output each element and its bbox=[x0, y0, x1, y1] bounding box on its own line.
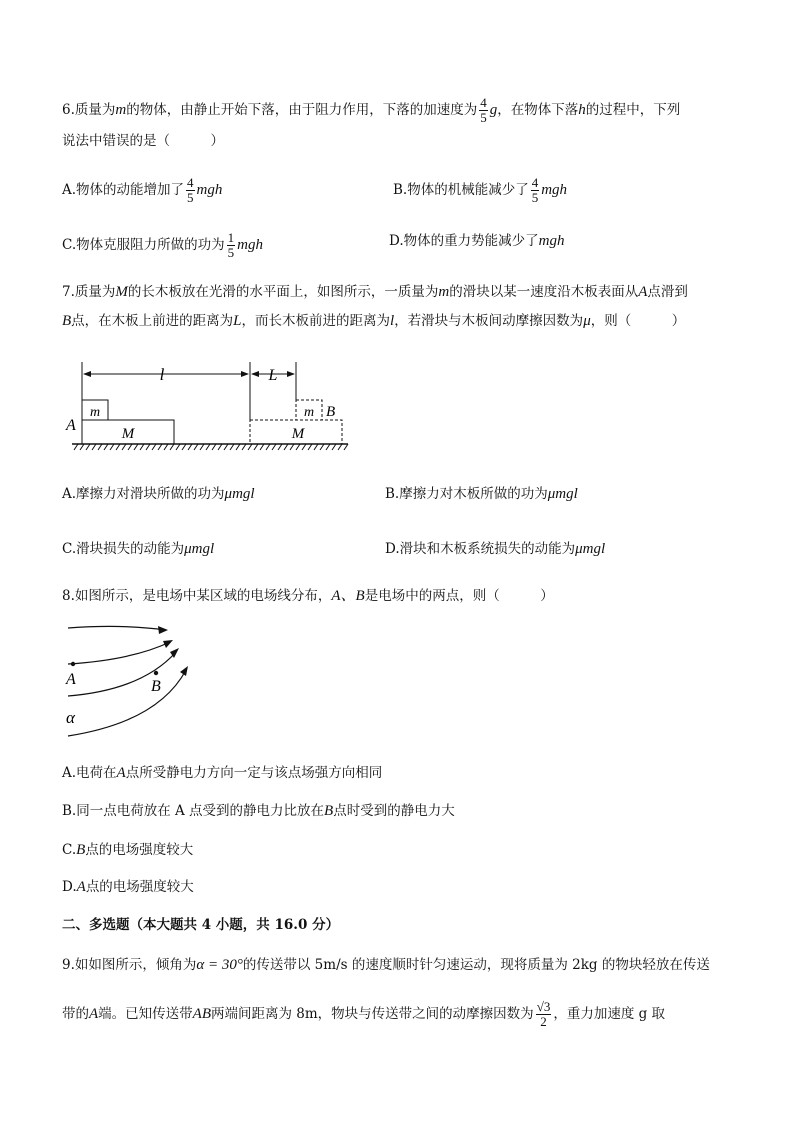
option-label: B.物体的机械能减少了 bbox=[393, 182, 529, 198]
option-label: A.电荷在 bbox=[62, 765, 117, 781]
arrowhead-icon bbox=[158, 626, 168, 634]
option-text: 点时受到的静电力大 bbox=[333, 803, 455, 819]
q7-var-m: m bbox=[438, 284, 450, 300]
q6-option-a bbox=[62, 176, 222, 205]
q6-option-c bbox=[62, 231, 263, 260]
q7-var-mu: μ bbox=[583, 313, 591, 329]
option-expression: μmgl bbox=[547, 486, 578, 502]
q7-text: 点滑到 bbox=[647, 284, 688, 300]
q6-fraction-4-5 bbox=[479, 96, 488, 125]
q8-var-B: B bbox=[324, 803, 334, 819]
q9-text: ，重力加速度 g 取 bbox=[553, 1006, 666, 1022]
q7-var-B: B bbox=[62, 313, 72, 329]
q7-stem-line2 bbox=[62, 311, 685, 331]
q6-text: 的过程中，下列 bbox=[585, 102, 681, 118]
option-expression: μmgl bbox=[224, 486, 255, 502]
option-label: B.同一点电荷放在 A 点受到的静电力比放在 bbox=[62, 803, 325, 819]
fraction-numerator: 4 bbox=[187, 175, 194, 190]
q6-option-d bbox=[389, 231, 564, 251]
q6-option-b bbox=[393, 176, 567, 205]
q9-text: 的传送带以 5m/s 的速度顺时针匀速运动，现将质量为 2kg 的物块轻放在传送 bbox=[242, 957, 710, 973]
fraction-1-5 bbox=[227, 231, 236, 260]
q7-option-b bbox=[385, 484, 578, 504]
label-A: A bbox=[66, 417, 76, 434]
option-expression: mgh bbox=[538, 233, 565, 249]
q9-var-alpha: α = 30° bbox=[196, 957, 243, 973]
q7-var-M: M bbox=[115, 284, 128, 300]
option-label: C.物体克服阻力所做的功为 bbox=[62, 237, 225, 253]
arrowhead-icon bbox=[163, 640, 173, 648]
q6-stem-line1 bbox=[62, 96, 680, 125]
option-label: B.摩擦力对木板所做的功为 bbox=[385, 486, 548, 502]
option-expression: μmgl bbox=[575, 541, 606, 557]
q7-var-L: L bbox=[233, 313, 242, 329]
option-expression: mgh bbox=[196, 182, 223, 198]
q9-text: 端。已知传送带 bbox=[98, 1006, 193, 1022]
option-text: 点的电场强度较大 bbox=[85, 879, 194, 895]
q8-var-A: A bbox=[116, 765, 126, 781]
q7-text: 的滑块以某一速度沿木板表面从 bbox=[449, 284, 639, 300]
option-expression: μmgl bbox=[184, 541, 215, 557]
option-text: 点的电场强度较大 bbox=[85, 842, 194, 858]
arrowhead-icon bbox=[83, 371, 91, 377]
fraction-4-5 bbox=[186, 176, 195, 205]
q7-text: 的长木板放在光滑的水平面上，如图所示，一质量为 bbox=[127, 284, 439, 300]
q9-var-A: A bbox=[89, 1006, 99, 1022]
fraction-4-5 bbox=[531, 176, 540, 205]
arrowhead-icon bbox=[180, 666, 188, 676]
q7-text: ，若滑块与木板间动摩擦因数为 bbox=[394, 313, 584, 329]
q7-text: 点，在木板上前进的距离为 bbox=[71, 313, 234, 329]
fraction-denominator: 5 bbox=[187, 190, 194, 205]
option-label: A.摩擦力对滑块所做的功为 bbox=[62, 486, 225, 502]
q7-text: ，而长木板前进的距离为 bbox=[241, 313, 391, 329]
q7-stem-line1 bbox=[62, 282, 688, 302]
label-alpha: α bbox=[66, 708, 75, 727]
q6-var-m: m bbox=[115, 102, 127, 118]
q7-var-l: l bbox=[390, 313, 395, 329]
q7-option-d bbox=[385, 539, 605, 559]
field-line-4 bbox=[68, 670, 186, 736]
fraction-denominator: 5 bbox=[531, 190, 539, 205]
label-m-final: m bbox=[303, 405, 315, 420]
fraction-denominator: 2 bbox=[540, 1014, 547, 1029]
field-line-1 bbox=[68, 626, 166, 630]
fraction-denominator: 5 bbox=[227, 245, 235, 260]
q7-option-c bbox=[62, 539, 214, 559]
section-heading-multiple-choice: 二、多选题（本大题共 4 小题，共 16.0 分） bbox=[62, 917, 340, 933]
q6-var-g: g bbox=[489, 102, 498, 118]
fraction-numerator: √3 bbox=[536, 999, 551, 1014]
q8-text: 是电场中的两点，则（ ） bbox=[364, 588, 554, 604]
label-M-initial: M bbox=[121, 426, 135, 442]
option-label: C. bbox=[62, 842, 77, 858]
option-expression: mgh bbox=[541, 182, 568, 198]
field-line-2 bbox=[68, 642, 170, 664]
q6-text: 6.质量为 bbox=[62, 102, 116, 118]
q9-text: 两端间距离为 8m，物块与传送带之间的动摩擦因数为 bbox=[211, 1006, 534, 1022]
fraction-denominator: 5 bbox=[480, 110, 487, 125]
label-B: B bbox=[151, 678, 161, 695]
q9-var-AB: AB bbox=[192, 1006, 211, 1022]
option-text: 点所受静电力方向一定与该点场强方向相同 bbox=[125, 765, 383, 781]
q9-stem-line2 bbox=[62, 1000, 665, 1029]
q8-field-lines-diagram bbox=[62, 620, 202, 745]
arrowhead-icon bbox=[287, 371, 295, 377]
q8-stem bbox=[62, 586, 554, 606]
label-M-final: M bbox=[291, 426, 305, 442]
q7-text: 7.质量为 bbox=[62, 284, 116, 300]
q7-var-A: A bbox=[638, 284, 648, 300]
q8-option-b bbox=[62, 801, 455, 821]
fraction-numerator: 1 bbox=[227, 230, 235, 245]
fraction-sqrt3-2 bbox=[536, 1000, 552, 1029]
option-label: D. bbox=[62, 879, 77, 895]
option-label: A.物体的动能增加了 bbox=[62, 182, 185, 198]
arrowhead-icon bbox=[241, 371, 249, 377]
q7-board-block-diagram bbox=[62, 358, 352, 458]
point-B-dot bbox=[154, 671, 158, 675]
ground-hatching bbox=[74, 444, 348, 450]
label-L: L bbox=[268, 367, 278, 384]
q8-option-d bbox=[62, 877, 194, 897]
fraction-numerator: 4 bbox=[480, 95, 487, 110]
q9-text: 带的 bbox=[62, 1006, 89, 1022]
label-m-initial: m bbox=[89, 405, 101, 420]
q8-option-c bbox=[62, 840, 193, 860]
q9-stem-line1 bbox=[62, 955, 710, 975]
q7-text: ，则（ ） bbox=[590, 313, 686, 329]
label-A: A bbox=[66, 671, 76, 688]
arrowhead-icon bbox=[251, 371, 259, 377]
option-expression: mgh bbox=[237, 237, 263, 253]
q9-text: 9.如如图所示，倾角为 bbox=[62, 957, 197, 973]
q6-text: ，在物体下落 bbox=[497, 102, 579, 118]
q7-option-a bbox=[62, 484, 255, 504]
point-A-dot bbox=[71, 662, 75, 666]
q8-option-a bbox=[62, 763, 382, 783]
q6-text: 的物体，由静止开始下落，由于阻力作用，下落的加速度为 bbox=[126, 102, 478, 118]
option-label: D.物体的重力势能减少了 bbox=[389, 233, 539, 249]
q6-stem-line2: 说法中错误的是（ ） bbox=[62, 133, 224, 149]
q8-var-AB: A、B bbox=[331, 588, 365, 604]
label-B: B bbox=[326, 404, 336, 420]
option-label: D.滑块和木板系统损失的动能为 bbox=[385, 541, 576, 557]
q8-var-A: A bbox=[76, 879, 86, 895]
q6-var-h: h bbox=[578, 102, 586, 118]
q8-text: 8.如图所示，是电场中某区域的电场线分布， bbox=[62, 588, 332, 604]
option-label: C.滑块损失的动能为 bbox=[62, 541, 185, 557]
q8-var-B: B bbox=[76, 842, 86, 858]
label-l: l bbox=[159, 365, 165, 384]
fraction-numerator: 4 bbox=[531, 175, 539, 190]
